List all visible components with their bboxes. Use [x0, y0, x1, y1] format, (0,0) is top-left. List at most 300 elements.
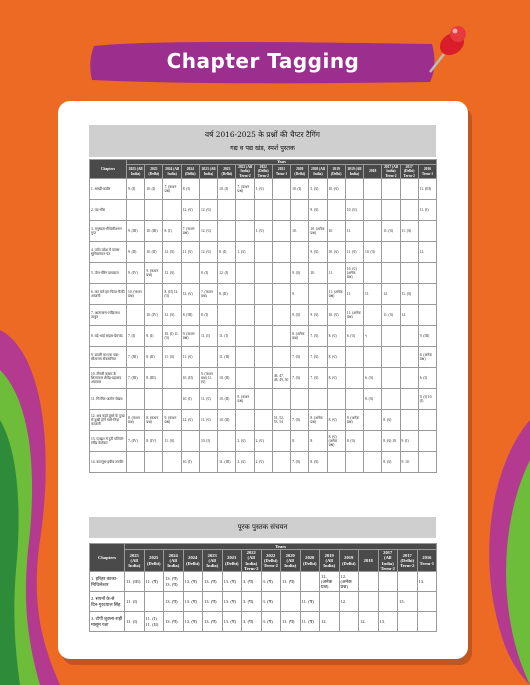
table-row: [90, 262, 437, 283]
tag-cell: 7. (IV): [127, 430, 145, 451]
tag-cell: [236, 304, 254, 325]
tag-cell: [199, 178, 217, 199]
tag-cell: 9. (III): [127, 220, 145, 241]
tag-cell: 10. (I): [181, 388, 199, 409]
table-row: [90, 388, 437, 409]
tag-cell: 11. (प): [300, 612, 320, 632]
tag-cell: [400, 241, 418, 262]
tag-cell: 12.: [320, 612, 340, 632]
tag-cell: 13. (प) 13. (प): [164, 572, 184, 592]
chapter-name: पद-मीरा: [94, 207, 106, 212]
tag-cell: 10. (III): [145, 220, 163, 241]
tag-cell: [254, 199, 272, 220]
tag-cell: 10.: [327, 220, 345, 241]
tag-cell: [254, 346, 272, 367]
tag-cell: 11. (प): [400, 220, 418, 241]
tag-cell: 11. (I): [418, 199, 436, 220]
tag-cell: 9. (I): [127, 178, 145, 199]
tag-cell: 11.: [345, 283, 363, 304]
tag-cell: 10. (प): [345, 199, 363, 220]
tag-cell: 8. (III): [181, 304, 199, 325]
tag-cell: [382, 241, 400, 262]
tag-cell: [236, 283, 254, 304]
tag-cell: 8. (प) (अनेक प्रश्न): [327, 430, 345, 451]
tag-cell: 8. (प): [327, 367, 345, 388]
tag-cell: 7. (प): [291, 367, 309, 388]
tag-cell: 11.: [364, 283, 382, 304]
tag-cell: [291, 241, 309, 262]
year-column-header: 2022 (All India) Term-2: [236, 165, 254, 179]
tag-cell: [254, 283, 272, 304]
table-row: [90, 220, 437, 241]
tag-cell: 11. (प): [300, 592, 320, 612]
tag-cell: 13. (प): [183, 612, 203, 632]
tag-cell: [359, 572, 379, 592]
chapters-header: Chapters: [90, 544, 125, 572]
tag-cell: 13. (प): [203, 612, 223, 632]
tag-cell: 11. (प): [163, 430, 181, 451]
tag-cell: 10. (प): [364, 241, 382, 262]
chapter-name: आत्मत्राण-रवींद्रनाथ ठाकुर: [91, 310, 120, 319]
chapter-cell: [90, 388, 127, 409]
tag-cell: 9. (कथन प्रश्न) 11. (प): [199, 367, 217, 388]
year-column-header: 2017 (Delhi) Term-2: [400, 165, 418, 179]
tag-cell: [364, 220, 382, 241]
chapter-number: 3.: [91, 226, 94, 231]
tag-cell: 6. (प): [345, 325, 363, 346]
tag-cell: 51, 52, 53, 54: [272, 409, 290, 430]
tag-cell: 3. (प): [242, 612, 262, 632]
chapter-cell: [90, 199, 127, 220]
tag-cell: [417, 612, 437, 632]
tag-cell: [382, 262, 400, 283]
tag-cell: [236, 220, 254, 241]
tag-cell: 3. (प): [261, 612, 281, 632]
tag-cell: [382, 346, 400, 367]
tag-cell: 7. (प): [309, 325, 327, 346]
tag-cell: 10. (प): [327, 178, 345, 199]
tag-cell: [163, 199, 181, 220]
tag-cell: [254, 409, 272, 430]
tag-cell: 10.: [309, 262, 327, 283]
year-column-header: 2024 (All India): [164, 550, 184, 572]
year-column-header: 2023 (Delhi): [218, 165, 236, 179]
tag-cell: 7. (कथन प्रश्न): [163, 178, 181, 199]
tag-cell: 9. (कथन प्रश्न): [163, 409, 181, 430]
tag-cell: [345, 178, 363, 199]
chapter-number: 2.: [91, 596, 95, 602]
chapter-cell: [90, 430, 127, 451]
tag-cell: [418, 262, 436, 283]
tag-cell: 9. (I): [400, 430, 418, 451]
year-column-header: 2019 (All India): [320, 550, 340, 572]
tag-cell: 10. (प): [327, 304, 345, 325]
tag-cell: 8. (प) 10.: [382, 430, 400, 451]
tag-cell: [163, 388, 181, 409]
chapter-cell: [90, 409, 127, 430]
tag-cell: [281, 592, 301, 612]
tag-cell: 9. (कथन प्रश्न): [145, 262, 163, 283]
tag-cell: 8. (I): [199, 304, 217, 325]
tag-cell: 2. (प): [236, 451, 254, 472]
tag-cell: [400, 262, 418, 283]
tag-cell: 7. (कथन प्रश्न): [181, 220, 199, 241]
tag-cell: 12.: [339, 592, 359, 612]
tag-cell: 1. (प): [236, 241, 254, 262]
tag-cell: 8. (II) 12. (प): [163, 283, 181, 304]
tag-cell: 12. (प): [199, 199, 217, 220]
chapter-number: 12.: [91, 413, 96, 418]
tag-cell: 11. (प): [281, 612, 301, 632]
chapter-cell: [90, 346, 127, 367]
tag-cell: 12. (प): [181, 199, 199, 220]
tag-cell: [272, 304, 290, 325]
tag-cell: [127, 199, 145, 220]
tag-cell: 9. (III): [418, 325, 436, 346]
tag-cell: [272, 241, 290, 262]
year-column-header: 2016 Term-1: [418, 165, 436, 179]
tag-cell: [418, 220, 436, 241]
chapter-name: सपनों के-से दिन-गुरदयाल सिंह: [91, 596, 121, 607]
tag-cell: [417, 592, 437, 612]
tag-cell: [309, 388, 327, 409]
tag-cell: 13. (प): [183, 592, 203, 612]
tag-cell: 7. (प): [309, 367, 327, 388]
chapter-number: 1.: [91, 576, 95, 582]
year-column-header: 2024 (All India): [163, 165, 181, 179]
year-column-header: 2025 (All India): [127, 165, 145, 179]
tag-cell: 13. (प): [222, 592, 242, 612]
tag-cell: 7. (I): [127, 325, 145, 346]
tag-cell: 11. (प): [281, 572, 301, 592]
year-column-header: 2018: [359, 550, 379, 572]
tag-cell: ९: [364, 325, 382, 346]
tag-cell: [364, 451, 382, 472]
year-column-header: 2019 (Delhi): [339, 550, 359, 572]
tag-cell: [300, 572, 320, 592]
tag-cell: 7. (कथन प्रश्न): [236, 178, 254, 199]
tag-cell: [364, 199, 382, 220]
tag-cell: 11. (अनेक प्रश्न): [345, 304, 363, 325]
tag-cell: [272, 199, 290, 220]
tag-cell: [272, 220, 290, 241]
tag-cell: 11. (I): [125, 592, 145, 612]
tag-cell: 1. (प): [254, 178, 272, 199]
year-column-header: 2025 (All India): [125, 550, 145, 572]
tag-cell: 11. (III): [218, 451, 236, 472]
year-column-header: 2025 (Delhi): [145, 165, 163, 179]
tag-cell: [400, 178, 418, 199]
chapter-number: 4.: [91, 247, 94, 252]
tag-cell: 13. (प): [164, 612, 184, 632]
year-column-header: 2017 (All India) Term-2: [382, 165, 400, 179]
tag-cell: 11. (प): [400, 283, 418, 304]
year-column-header: 2024 (Delhi): [183, 550, 203, 572]
tag-cell: 11. (प): [181, 346, 199, 367]
tag-cell: [272, 388, 290, 409]
tag-cell: 9. (II): [127, 241, 145, 262]
table-row: [90, 178, 437, 199]
tag-cell: [272, 451, 290, 472]
tag-cell: [400, 388, 418, 409]
tag-cell: 8. (I): [163, 220, 181, 241]
tag-cell: 8. (प): [327, 325, 345, 346]
tag-cell: 7. (प): [291, 409, 309, 430]
tag-cell: [236, 367, 254, 388]
tag-cell: [163, 367, 181, 388]
tag-cell: 8. (प): [364, 388, 382, 409]
tag-cell: [398, 572, 418, 592]
supplementary-tagging-table: [89, 543, 437, 632]
banner-title: Chapter Tagging: [166, 49, 360, 73]
chapter-cell: [90, 612, 125, 632]
section2-header: [89, 517, 436, 538]
tag-cell: 13. (प): [203, 592, 223, 612]
tag-cell: [145, 388, 163, 409]
tag-cell: 11. (प): [382, 220, 400, 241]
tag-cell: [127, 388, 145, 409]
year-column-header: 2016 Term-1: [417, 550, 437, 572]
chapter-cell: [90, 304, 127, 325]
tag-cell: [199, 346, 217, 367]
tag-cell: 5. (प): [309, 178, 327, 199]
tag-cell: 10. (II): [218, 388, 236, 409]
table-row: [90, 283, 437, 304]
tag-cell: [254, 241, 272, 262]
chapter-name: गिरगिट-अंतोन चेखव: [96, 396, 123, 401]
year-column-header: 2022 (Delhi) Term-2: [254, 165, 272, 179]
tag-cell: 13.: [398, 592, 418, 612]
tag-cell: [218, 430, 236, 451]
tag-cell: 11. (प): [144, 572, 164, 592]
tag-cell: 8. (IV): [145, 430, 163, 451]
year-column-header: 2020 (All India): [281, 550, 301, 572]
tag-cell: 13. (प): [222, 612, 242, 632]
tag-cell: 6. (I): [418, 367, 436, 388]
chapter-number: 14.: [91, 459, 96, 464]
tag-cell: [236, 409, 254, 430]
tag-cell: [345, 346, 363, 367]
tag-cell: 10. (I): [145, 178, 163, 199]
tag-cell: [254, 388, 272, 409]
year-column-header: 2021 Term-1: [272, 165, 290, 179]
chapter-number: 7.: [91, 310, 94, 315]
chapter-name: कर चले हम फिदा-कैफी आज़मी: [91, 289, 125, 298]
table-row: [90, 367, 437, 388]
tag-cell: [309, 283, 327, 304]
tag-cell: 13.: [378, 612, 398, 632]
tag-cell: 11. (प): [181, 241, 199, 262]
tag-cell: 12.: [359, 612, 379, 632]
tag-cell: 7. (III): [127, 346, 145, 367]
tag-cell: [272, 178, 290, 199]
tag-cell: [320, 592, 340, 612]
chapter-name: तोप-वीरेन प्रसादाल: [94, 270, 119, 275]
tag-cell: [339, 612, 359, 632]
tag-cell: 3. (प): [261, 592, 281, 612]
tag-cell: [382, 367, 400, 388]
tag-cell: 10. (कथन प्रश्न): [127, 283, 145, 304]
tag-cell: [272, 325, 290, 346]
tag-cell: 6. (प): [364, 367, 382, 388]
tag-cell: 9. (IV): [127, 262, 145, 283]
tag-cell: [272, 430, 290, 451]
tag-cell: 2. (प): [236, 430, 254, 451]
tag-cell: [418, 283, 436, 304]
tag-cell: [127, 304, 145, 325]
tag-cell: [364, 430, 382, 451]
tag-cell: [364, 409, 382, 430]
chapter-cell: [90, 451, 127, 472]
tag-cell: 8. (I): [145, 325, 163, 346]
tag-cell: 10. (I) 11. (प): [163, 325, 181, 346]
year-column-header: 2019 (Delhi): [327, 165, 345, 179]
tag-cell: 8. (प): [382, 451, 400, 472]
chapter-number: 6.: [91, 289, 94, 294]
chapter-name: साखी-कबीर: [94, 186, 111, 191]
tag-cell: 8. (प): [327, 409, 345, 430]
tag-cell: 10. (अनेक प्रश्न): [309, 220, 327, 241]
tag-cell: 3. (प): [261, 572, 281, 592]
table-row: [90, 430, 437, 451]
tag-cell: [236, 346, 254, 367]
year-column-header: 2020 (Delhi): [291, 165, 309, 179]
tag-cell: 11. (अनेक प्रश्न): [327, 283, 345, 304]
tag-cell: [199, 451, 217, 472]
chapter-name: पर्वत प्रदेश में पावस-सुमित्रानंदन पंत: [91, 247, 121, 256]
tag-cell: 11. (II): [218, 346, 236, 367]
tag-cell: 12. (प): [199, 220, 217, 241]
tag-cell: 8. (अनेक प्रश्न): [291, 325, 309, 346]
tag-cell: 11. (प): [345, 241, 363, 262]
tag-cell: [418, 304, 436, 325]
tag-cell: 13. (प): [183, 572, 203, 592]
chapter-number: 5.: [91, 270, 94, 275]
tag-cell: [364, 262, 382, 283]
tag-cell: [145, 199, 163, 220]
tag-cell: [364, 346, 382, 367]
chapter-name: तीसरी कसम के शिल्पकार शैलेंद्र-प्रहलाद अग्रवाल: [91, 371, 122, 384]
tag-cell: [418, 430, 436, 451]
tag-cell: 13. (प): [203, 572, 223, 592]
year-column-header: 2023 (All India): [203, 550, 223, 572]
table-row: [90, 199, 437, 220]
tag-cell: [382, 388, 400, 409]
tag-cell: 8. (I): [199, 262, 217, 283]
tag-cell: 13. (प): [222, 572, 242, 592]
tag-cell: [345, 388, 363, 409]
tag-cell: [181, 262, 199, 283]
chapter-number: 11.: [91, 396, 96, 401]
tag-cell: [145, 451, 163, 472]
year-column-header: 2019 (All India): [345, 165, 363, 179]
tag-cell: 10. (IV): [145, 304, 163, 325]
tag-cell: 2. (प): [254, 430, 272, 451]
chapter-name: बड़े भाई साहब-प्रेमचंद: [94, 333, 123, 338]
tag-cell: 9. (प): [309, 199, 327, 220]
tag-cell: [327, 451, 345, 472]
tag-cell: 10. (II): [218, 409, 236, 430]
chapter-name: कारतूस-हबीब तनवीर: [96, 459, 124, 464]
section1-title: वर्ष 2016-2025 के प्रश्नों की चैप्टर टैगिंग: [205, 130, 320, 139]
tag-cell: 8. (प): [327, 346, 345, 367]
chapter-cell: [90, 325, 127, 346]
tag-cell: 10. (I): [199, 430, 217, 451]
tag-cell: 8. (प): [309, 451, 327, 472]
tag-cell: [378, 572, 398, 592]
chapter-number: 1.: [91, 186, 94, 191]
tag-cell: [400, 199, 418, 220]
tag-cell: 8. (II): [218, 283, 236, 304]
tag-cell: 11. (I): [199, 325, 217, 346]
year-column-header: 2020 (Delhi): [300, 550, 320, 572]
years-header: Years: [125, 544, 437, 550]
tag-cell: 12. (प): [181, 409, 199, 430]
tag-cell: 11. (प): [382, 304, 400, 325]
table-row: [90, 241, 437, 262]
year-column-header: 2022 (All India) Term-2: [242, 550, 262, 572]
tag-cell: 9. (प): [309, 304, 327, 325]
year-column-header: 2025 (Delhi): [144, 550, 164, 572]
tag-cell: 9. (I) 10. (I): [418, 388, 436, 409]
year-column-header: 2017 (All India) Term-2: [378, 550, 398, 572]
chapter-name: डायरी का एक पन्ना-सीताराम सेकसरिया: [91, 352, 120, 361]
tag-cell: [345, 367, 363, 388]
tag-cell: 8. (I): [218, 241, 236, 262]
chapter-name: टोपी शुक्ला-राही मासूम रज़ा: [91, 616, 123, 627]
pushpin-icon: [420, 20, 470, 80]
tag-cell: [400, 367, 418, 388]
tag-cell: 9. (कथन प्रश्न): [236, 388, 254, 409]
table-row: [90, 325, 437, 346]
tag-cell: 11. (I) 11. (II): [144, 612, 164, 632]
chapter-number: 2.: [91, 207, 94, 212]
year-column-header: 2017 (Delhi) Term-2: [398, 550, 418, 572]
tag-cell: [236, 199, 254, 220]
tag-cell: 10. (प): [327, 241, 345, 262]
chapter-number: 8.: [91, 333, 94, 338]
tag-cell: 11. (III): [418, 178, 436, 199]
tag-cell: [272, 346, 290, 367]
tag-cell: 6. (अनेक प्रश्न): [418, 346, 436, 367]
tag-cell: [382, 178, 400, 199]
tag-cell: 2. (प): [254, 451, 272, 472]
tag-cell: 7. (III): [127, 367, 145, 388]
chapters-header: Chapters: [90, 160, 127, 179]
chapter-cell: [90, 178, 127, 199]
table-row: [90, 572, 437, 592]
tag-cell: 8.: [291, 430, 309, 451]
tag-cell: [254, 304, 272, 325]
section1-header: [89, 125, 436, 157]
chapter-number: 10.: [91, 371, 96, 376]
tag-cell: 11. (प): [163, 346, 181, 367]
chapter-tagging-table: [89, 159, 437, 473]
tag-cell: 12. (प): [163, 241, 181, 262]
tag-cell: 11. (I): [218, 325, 236, 346]
tag-cell: 11.: [327, 262, 345, 283]
tag-cell: [364, 178, 382, 199]
tag-cell: 8. (प): [382, 409, 400, 430]
table-row: [90, 409, 437, 430]
tag-cell: [254, 262, 272, 283]
table-row: [90, 304, 437, 325]
table-row: [90, 592, 437, 612]
tag-cell: 11.: [345, 220, 363, 241]
tag-cell: 10.: [291, 220, 309, 241]
tag-cell: [378, 592, 398, 612]
tag-cell: [144, 592, 164, 612]
